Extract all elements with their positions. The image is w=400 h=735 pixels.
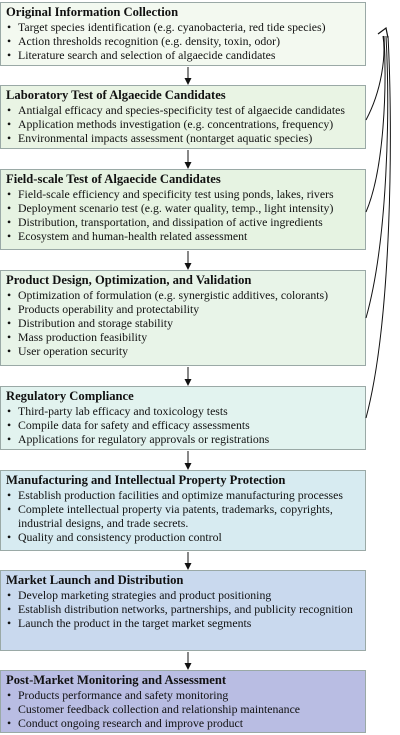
bullet-item: • User operation security	[6, 344, 360, 358]
bullet-list	[6, 488, 360, 544]
bullet-item: • Launch the product in the target market segments	[6, 616, 360, 630]
stage-laboratory-test	[0, 85, 366, 149]
bullet-item: • Field-scale efficiency and specificity test using ponds, lakes, rivers	[6, 187, 360, 201]
bullet-item: • Ecosystem and human-health related assessment	[6, 229, 360, 243]
stage-title: Manufacturing and Intellectual Property Protection	[6, 473, 286, 487]
bullet-list	[6, 288, 360, 358]
stage-title: Original Information Collection	[6, 5, 179, 19]
feedback-curve	[366, 36, 384, 120]
feedback-curve	[366, 36, 388, 318]
bullet-item: • Establish distribution networks, partnerships, and publicity recognition	[6, 602, 360, 616]
stage-title: Field-scale Test of Algaecide Candidates	[6, 172, 221, 186]
bullet-item: • Application methods investigation (e.g. concentrations, frequency)	[6, 117, 360, 131]
bullet-list	[6, 103, 360, 145]
bullet-item: • Establish production facilities and optimize manufacturing processes	[6, 488, 360, 502]
bullet-item: • Distribution and storage stability	[6, 316, 360, 330]
bullet-item: • Develop marketing strategies and product positioning	[6, 588, 360, 602]
stage-title: Post-Market Monitoring and Assessment	[6, 673, 227, 687]
bullet-item: • Action thresholds recognition (e.g. density, toxin, odor)	[6, 34, 360, 48]
bullet-item: • Environmental impacts assessment (nontarget aquatic species)	[6, 131, 360, 145]
stage-regulatory-compliance	[0, 386, 366, 450]
bullet-list	[6, 588, 360, 630]
stage-original-information-collection	[0, 2, 366, 66]
bullet-item: • Deployment scenario test (e.g. water quality, temp., light intensity)	[6, 201, 360, 215]
bullet-item: • Literature search and selection of algaecide candidates	[6, 48, 360, 62]
bullet-list	[6, 404, 360, 446]
bullet-item: • Target species identification (e.g. cyanobacteria, red tide species)	[6, 20, 360, 34]
feedback-curve	[366, 36, 385, 212]
bullet-item: • Optimization of formulation (e.g. synergistic additives, colorants)	[6, 288, 360, 302]
bullet-item: • Products performance and safety monitoring	[6, 688, 360, 702]
feedback-curve	[366, 36, 390, 418]
bullet-item: • Compile data for safety and efficacy assessments	[6, 418, 360, 432]
bullet-list	[6, 187, 360, 243]
stage-product-design	[0, 270, 366, 366]
stage-title: Regulatory Compliance	[6, 389, 134, 403]
stage-title: Laboratory Test of Algaecide Candidates	[6, 88, 226, 102]
stage-field-scale-test	[0, 169, 366, 250]
stage-market-launch	[0, 570, 366, 651]
stage-manufacturing-ip	[0, 470, 366, 551]
stage-post-market-monitoring	[0, 670, 366, 733]
bullet-item: • Conduct ongoing research and improve product	[6, 716, 360, 730]
stage-title: Market Launch and Distribution	[6, 573, 184, 587]
bullet-item: • Mass production feasibility	[6, 330, 360, 344]
bullet-item: • Products operability and protectability	[6, 302, 360, 316]
bullet-item: • Antialgal efficacy and species-specificity test of algaecide candidates	[6, 103, 360, 117]
bullet-list	[6, 20, 360, 62]
bullet-list	[6, 688, 360, 730]
bullet-item: • Applications for regulatory approvals or registrations	[6, 432, 360, 446]
bullet-item: • Quality and consistency production control	[6, 530, 360, 544]
stage-title: Product Design, Optimization, and Validation	[6, 273, 252, 287]
bullet-item: • Customer feedback collection and relationship maintenance	[6, 702, 360, 716]
bullet-item: • Third-party lab efficacy and toxicology tests	[6, 404, 360, 418]
bullet-item: • Distribution, transportation, and dissipation of active ingredients	[6, 215, 360, 229]
bullet-item: • Complete intellectual property via patents, trademarks, copyrights, industrial designs, and trade secrets.	[6, 502, 360, 530]
feedback-arrow-tip	[378, 28, 388, 38]
